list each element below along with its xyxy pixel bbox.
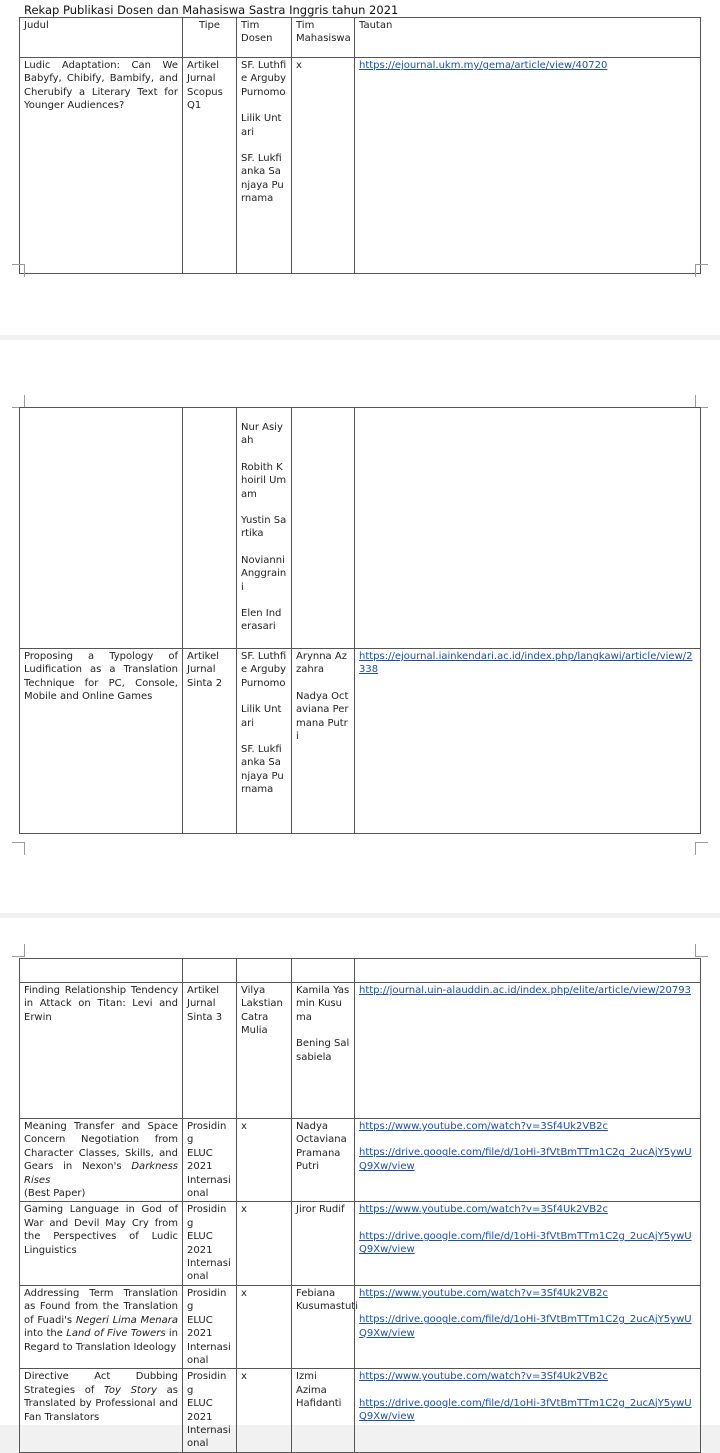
table-row-continued (20, 408, 701, 649)
cell-judul: Proposing a Typology of Ludification as a Translation Technique for PC, Console, Mobile and Online Games (20, 649, 183, 834)
table-row (20, 649, 701, 834)
cell-tim-mahasiswa: Arynna Azzahra Nadya Octaviana Permana Putri (292, 649, 355, 834)
header-tipe: Tipe (183, 18, 237, 58)
drive-link[interactable]: https://drive.google.com/file/d/1oHi-3fVtBmTTm1C2g_2ucAjY5ywUQ9Xw/view (359, 1230, 692, 1256)
publication-table-continued (19, 407, 701, 834)
crop-mark (695, 264, 708, 277)
cell-tim-dosen: x (237, 1202, 292, 1285)
table-spacer-row (20, 959, 701, 983)
cell-tipe: Prosiding ELUC 2021 Internasional (183, 1202, 237, 1285)
header-tim-dosen: Tim Dosen (237, 18, 292, 58)
cell-tim-mahasiswa: Kamila Yasmin Kusuma Bening Salsabiela (292, 983, 355, 1119)
cell-judul: Finding Relationship Tendency in Attack on Titan: Levi and Erwin (20, 983, 183, 1119)
header-tim-mahasiswa: Tim Mahasiswa (292, 18, 355, 58)
drive-link[interactable]: https://drive.google.com/file/d/1oHi-3fVtBmTTm1C2g_2ucAjY5ywUQ9Xw/view (359, 1314, 692, 1339)
article-link[interactable]: http://journal.uin-alauddin.ac.id/index.php/elite/article/view/20793 (359, 985, 691, 996)
cell-tipe: Artikel Jurnal Sinta 3 (183, 983, 237, 1119)
drive-link[interactable]: https://drive.google.com/file/d/1oHi-3fVtBmTTm1C2g_2ucAjY5ywUQ9Xw/view (359, 1147, 692, 1172)
crop-mark (12, 264, 25, 277)
cell-judul: Meaning Transfer and Space Concern Negotiation from Character Classes, Skills, and Gears in Nexon's Darkness Rises (Best Paper) (20, 1119, 183, 1202)
table-row (20, 58, 701, 274)
cell-tipe: Prosiding ELUC 2021 Internasional (183, 1285, 237, 1368)
cell-tautan (355, 1285, 701, 1368)
cell-tim-mahasiswa: Jiror Rudif (292, 1202, 355, 1285)
cell-tim-dosen: SF. Luthfie Arguby Purnomo Lilik Untari SF. Lukfianka Sanjaya Purnama (237, 649, 292, 834)
cell-tim-dosen: x (237, 1369, 292, 1452)
drive-link[interactable]: https://drive.google.com/file/d/1oHi-3fVtBmTTm1C2g_2ucAjY5ywUQ9Xw/view (359, 1397, 692, 1423)
cell-tipe: Artikel Jurnal Scopus Q1 (183, 58, 237, 274)
cell-tim-dosen: x (237, 1119, 292, 1202)
page-1 (0, 0, 720, 335)
header-judul: Judul (20, 18, 183, 58)
cell-tautan (355, 1202, 701, 1285)
youtube-link[interactable]: https://www.youtube.com/watch?v=3Sf4Uk2VB2c (359, 1121, 608, 1132)
cell-tautan (355, 649, 701, 834)
cell-tipe: Prosiding ELUC 2021 Internasional (183, 1369, 237, 1452)
page-3 (0, 918, 720, 1450)
cell-tipe: Artikel Jurnal Sinta 2 (183, 649, 237, 834)
cell-judul: Gaming Language in God of War and Devil May Cry from the Perspectives of Ludic Linguistics (20, 1202, 183, 1285)
cell-tim-dosen: Vilya Lakstian Catra Mulia (237, 983, 292, 1119)
cell-tim-mahasiswa: Febiana Kusumastuti (292, 1285, 355, 1368)
cell-tautan (355, 1369, 701, 1452)
table-row (20, 1202, 701, 1285)
table-header-row (20, 18, 701, 58)
article-link[interactable]: https://ejournal.iainkendari.ac.id/index.php/langkawi/article/view/2338 (359, 651, 693, 676)
cell-tim-dosen: SF. Luthfie Arguby Purnomo Lilik Untari SF. Lukfianka Sanjaya Purnama (237, 58, 292, 274)
cell-tautan (355, 983, 701, 1119)
table-row (20, 983, 701, 1119)
crop-mark (695, 944, 708, 957)
cell-tim-mahasiswa: Izmi Azima Hafidanti (292, 1369, 355, 1452)
cell-tautan (355, 58, 701, 274)
cell-judul: Ludic Adaptation: Can We Babyfy, Chibify, Bambify, and Cherubify a Literary Text for Younger Audiences? (20, 58, 183, 274)
table-row (20, 1369, 701, 1452)
best-paper-note: (Best Paper) (24, 1188, 86, 1200)
cell-judul: Addressing Term Translation as Found from the Translation of Fuadi's Negeri Lima Menara into the Land of Five Towers in Regard to Translation Ideology (20, 1285, 183, 1368)
cell-tipe: Prosiding ELUC 2021 Internasional (183, 1119, 237, 1202)
crop-mark (12, 944, 25, 957)
table-row (20, 1119, 701, 1202)
crop-mark (12, 842, 25, 855)
youtube-link[interactable]: https://www.youtube.com/watch?v=3Sf4Uk2VB2c (359, 1371, 608, 1383)
document-title: Rekap Publikasi Dosen dan Mahasiswa Sastra Inggris tahun 2021 (24, 3, 399, 17)
crop-mark (695, 842, 708, 855)
youtube-link[interactable]: https://www.youtube.com/watch?v=3Sf4Uk2VB2c (359, 1287, 608, 1299)
publication-table (19, 17, 701, 274)
cell-tim-dosen: x (237, 1285, 292, 1368)
cell-tautan (355, 1119, 701, 1202)
page-2 (0, 340, 720, 913)
cell-judul: Directive Act Dubbing Strategies of Toy Story as Translated by Professional and Fan Translators (20, 1369, 183, 1452)
youtube-link[interactable]: https://www.youtube.com/watch?v=3Sf4Uk2VB2c (359, 1204, 608, 1216)
article-link[interactable]: https://ejournal.ukm.my/gema/article/view/40720 (359, 60, 608, 71)
cell-tim-mahasiswa: x (292, 58, 355, 274)
header-tautan: Tautan (355, 18, 701, 58)
publication-table-continued (19, 958, 701, 1453)
table-row (20, 1285, 701, 1368)
cell-tim-dosen: Nur Asiyah Robith Khoiril Umam Yustin Sartika Novianni Anggraini Elen Inderasari (237, 408, 292, 649)
cell-tim-mahasiswa: Nadya Octaviana Pramana Putri (292, 1119, 355, 1202)
